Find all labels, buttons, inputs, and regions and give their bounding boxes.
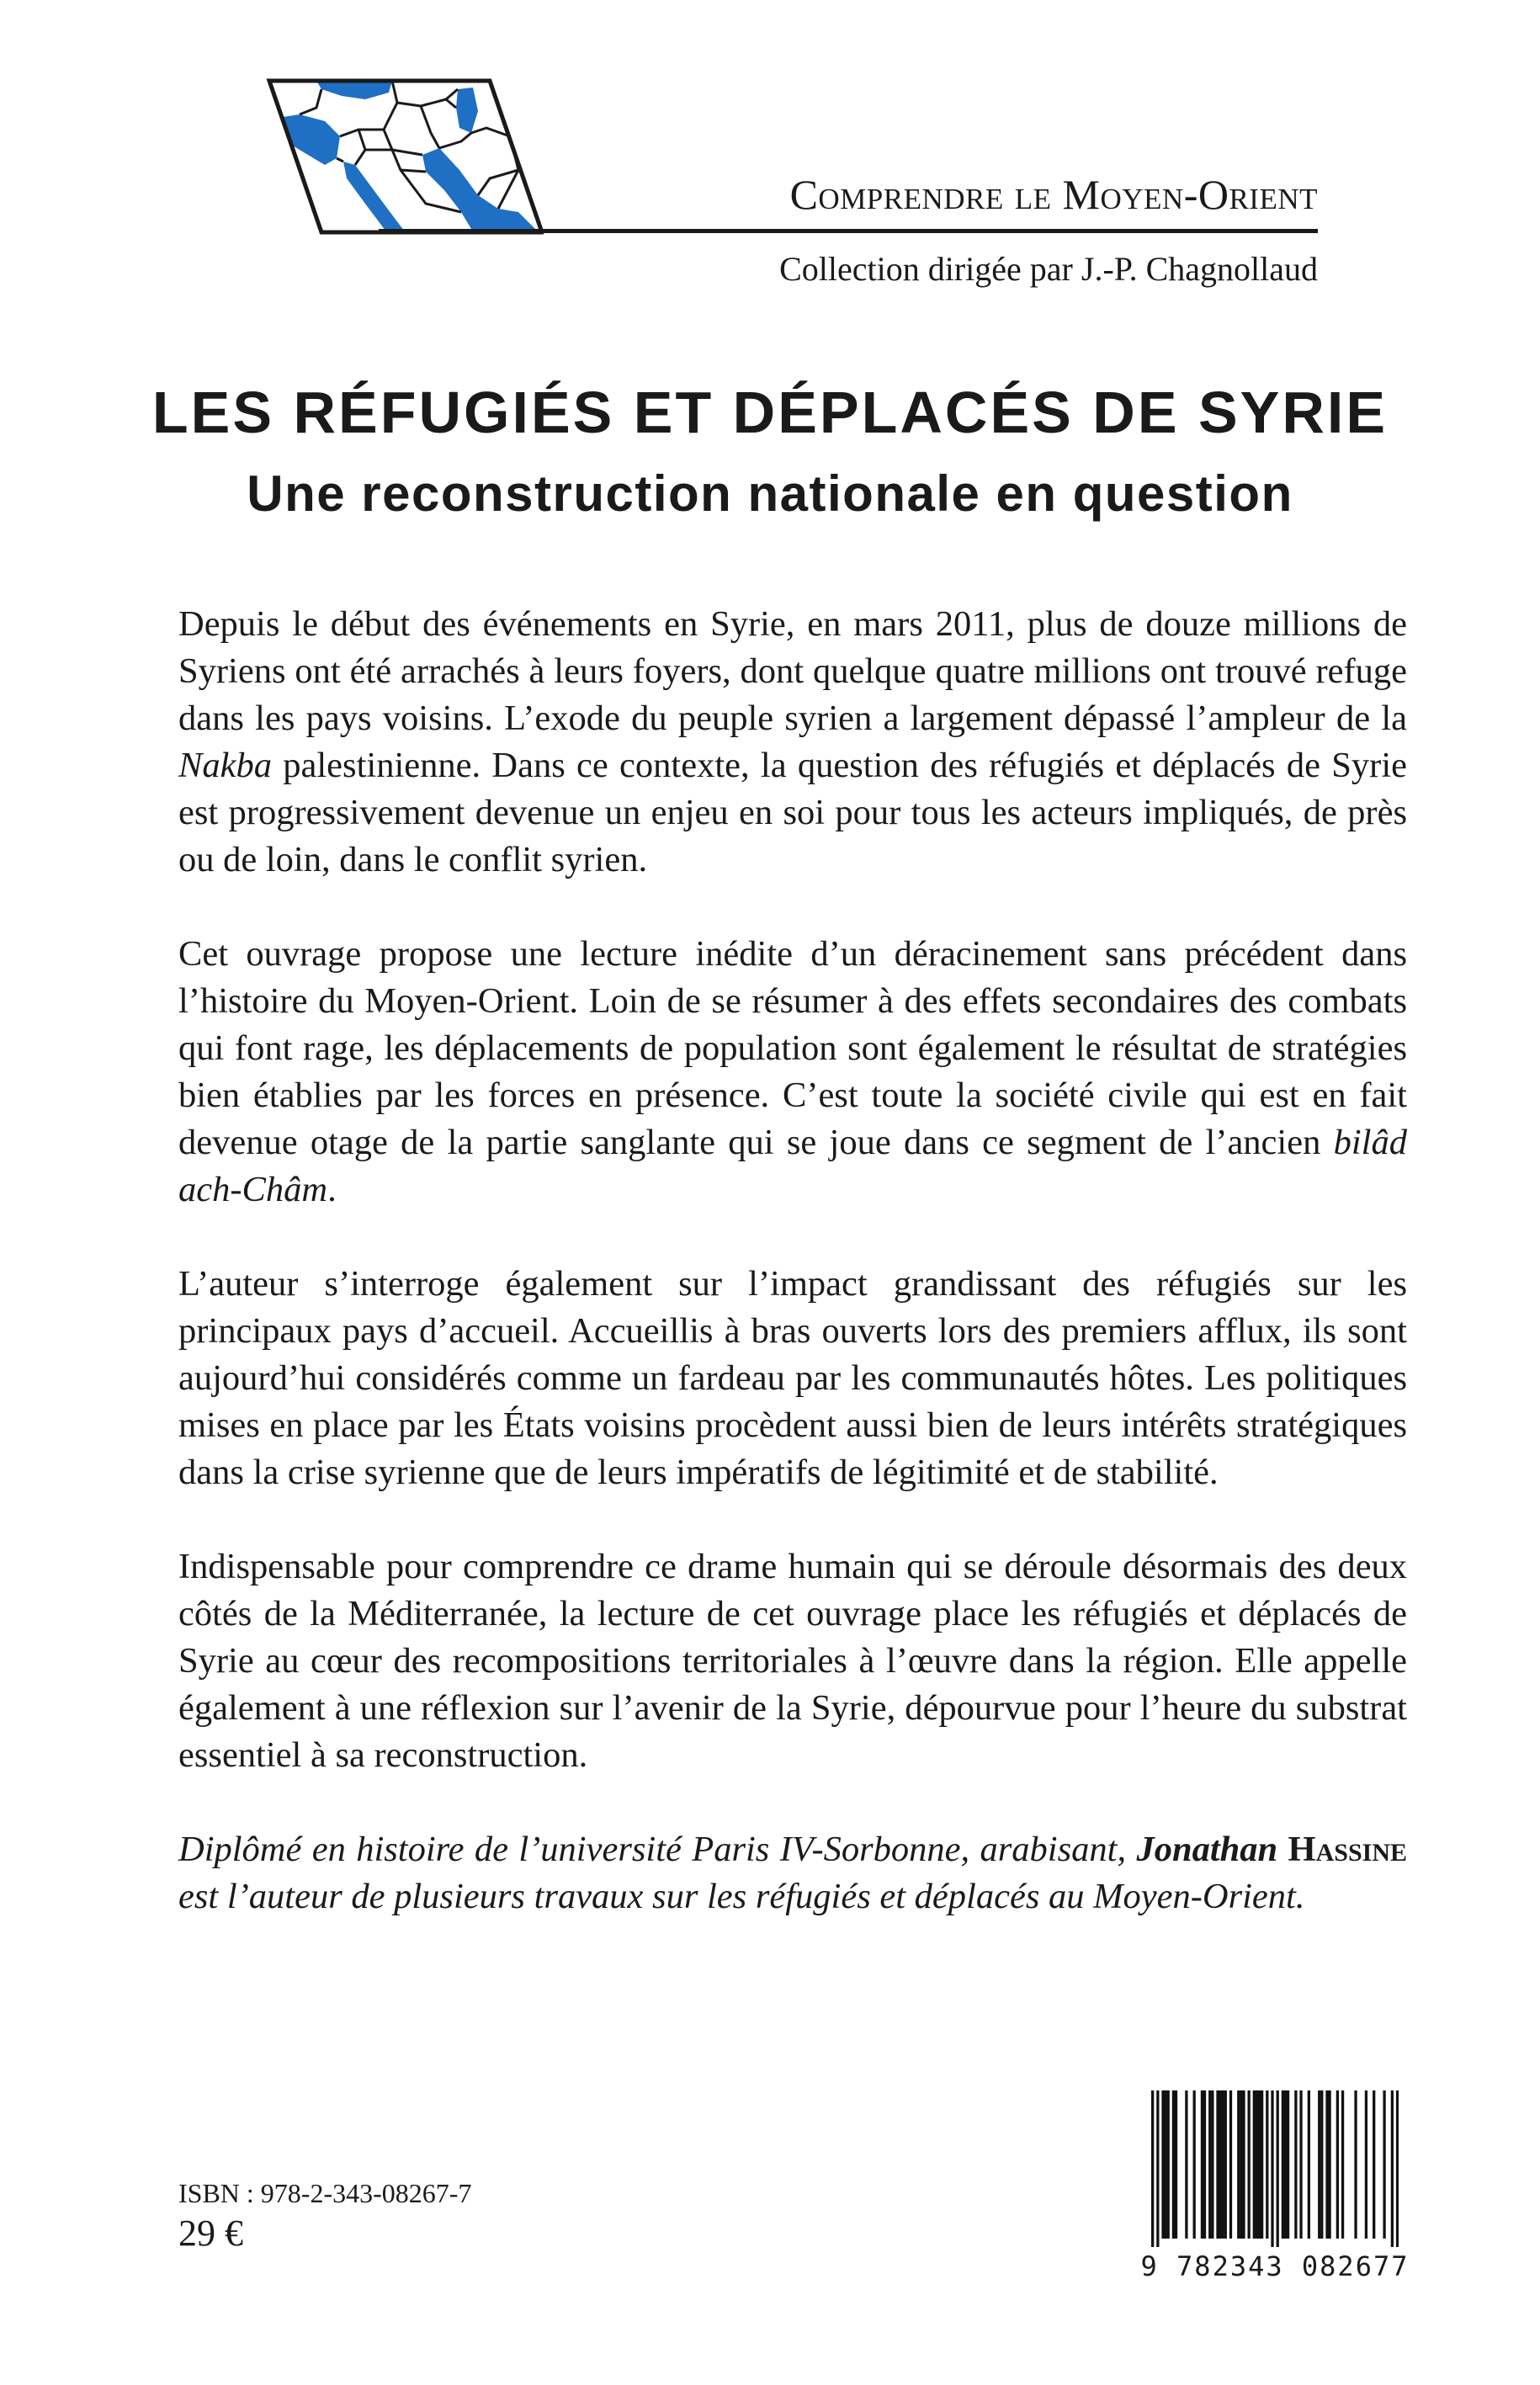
- barcode-bar: [1203, 2090, 1206, 2239]
- blurb-paragraph-4: Indispensable pour comprendre ce drame humain qui se déroule désormais des deux côtés de la Méditerranée, la lecture de cet ouvrage place les réfugiés et déplacés de Syrie au cœur des recompositions territoriales à l’œuvre dans la région. Elle appelle également à une réflexion sur l’avenir de la Syrie, dépourvue pour l’heure du substrat essentiel à sa reconstruction.: [178, 1547, 1407, 1775]
- barcode-bar: [1242, 2090, 1245, 2239]
- barcode-bar: [1299, 2090, 1302, 2239]
- blurb-text: Depuis le début des événements en Syrie, en mars 2011, plus de douze millions de Syriens ont été arrachés à leurs foyers, dont quelque quatre millions ont trouvé refuge dans les pays voisins. L’exode du peuple syrien a largement dépassé l’ampleur de la: [178, 604, 1407, 738]
- barcode-bar: [1341, 2090, 1344, 2239]
- blurb-text: Cet ouvrage propose une lecture inédite d’un déracinement sans précédent dans l’histoire du Moyen-Orient. Loin de se résumer à des effets secondaires des combats qui font rage, les déplacements de population sont également le résultat de stratégies bien établies par les forces en présence. C’est toute la société civile qui est en fait devenue otage de la partie sanglante qui se joue dans ce segment de l’ancien: [178, 934, 1407, 1162]
- middle-east-map-icon: [266, 77, 544, 237]
- barcode-bar: [1201, 2090, 1203, 2239]
- barcode-bar: [1240, 2090, 1242, 2239]
- barcode-bar: [1258, 2090, 1261, 2239]
- price: 29 €: [178, 2212, 243, 2254]
- barcode-bar: [1287, 2090, 1289, 2239]
- barcode-bar: [1373, 2090, 1375, 2239]
- barcode-bar: [1219, 2090, 1221, 2239]
- barcode-bar: [1294, 2090, 1297, 2239]
- barcode-bar: [1253, 2090, 1256, 2239]
- barcode-bar: [1161, 2090, 1164, 2239]
- author-bio: [178, 1826, 1407, 1920]
- barcode-bar: [1224, 2090, 1227, 2239]
- barcode-bar: [1325, 2090, 1328, 2239]
- isbn: ISBN : 978-2-343-08267-7: [178, 2178, 472, 2208]
- series-logo: [266, 77, 544, 237]
- barcode-bar: [1175, 2090, 1177, 2239]
- barcode-bar: [1284, 2090, 1287, 2239]
- barcode-digits: 9 782343 082677: [1140, 2250, 1410, 2282]
- barcode-bar: [1336, 2090, 1339, 2239]
- barcode-bar: [1167, 2090, 1170, 2239]
- blurb-paragraph-1: [178, 601, 1407, 884]
- barcode-bar: [1266, 2090, 1268, 2239]
- barcode-bar: [1354, 2090, 1357, 2239]
- barcode-bar: [1396, 2090, 1399, 2247]
- barcode-bar: [1328, 2090, 1330, 2239]
- barcode-bar: [1156, 2090, 1159, 2247]
- barcode-bar: [1261, 2090, 1263, 2239]
- blurb-emphasis: Nakba: [178, 746, 272, 785]
- barcode-bar: [1208, 2090, 1211, 2239]
- barcode-bar: [1185, 2090, 1187, 2239]
- back-cover-blurb: [178, 601, 1407, 1968]
- barcode-bar: [1320, 2090, 1323, 2239]
- blurb-text: palestinienne. Dans ce contexte, la question des réfugiés et déplacés de Syrie est progressivement devenue un enjeu en soi pour tous les acteurs impliqués, de près ou de loin, dans le conflit syrien.: [178, 746, 1407, 879]
- barcode-bar: [1277, 2090, 1279, 2247]
- bio-text: Diplômé en histoire de l’université Paris IV-Sorbonne, arabisant,: [178, 1830, 1137, 1869]
- author-first-name: Jonathan: [1136, 1830, 1278, 1869]
- barcode-bar: [1151, 2090, 1154, 2247]
- header-rule: [379, 229, 1318, 233]
- blurb-emphasis: bilâd ach-Châm: [178, 1123, 1407, 1209]
- barcode-bar: [1248, 2090, 1251, 2239]
- barcode-bar: [1229, 2090, 1232, 2239]
- barcode-bar: [1222, 2090, 1224, 2239]
- collection-editor: Collection dirigée par J.-P. Chagnollaud: [779, 250, 1318, 288]
- blurb-paragraph-3: L’auteur s’interroge également sur l’impact grandissant des réfugiés sur les principaux pays d’accueil. Accueillis à bras ouverts lors des premiers afflux, ils sont aujourd’hui considérés comme un fardeau par les communautés hôtes. Les politiques mises en place par les États voisins procèdent aussi bien de leurs intérêts stratégiques dans la crise syrienne que de leurs impératifs de légitimité et de stabilité.: [178, 1264, 1407, 1492]
- barcode-bar: [1164, 2090, 1166, 2239]
- author-last-name: Hassine: [1288, 1830, 1407, 1869]
- barcode-bar: [1172, 2090, 1175, 2239]
- barcode-bars: [1151, 2090, 1399, 2247]
- barcode-bar: [1216, 2090, 1219, 2239]
- barcode-bar: [1211, 2090, 1213, 2239]
- barcode-bar: [1383, 2090, 1385, 2239]
- barcode-bar: [1237, 2090, 1240, 2239]
- book-subtitle: Une reconstruction nationale en question: [247, 465, 1293, 522]
- barcode-bar: [1193, 2090, 1196, 2239]
- bio-text: est l’auteur de plusieurs travaux sur les réfugiés et déplacés au Moyen-Orient.: [178, 1877, 1305, 1916]
- barcode-bar: [1365, 2090, 1367, 2239]
- barcode-bar: [1256, 2090, 1258, 2239]
- book-title: LES RÉFUGIÉS ET DÉPLACÉS DE SYRIE: [151, 380, 1389, 445]
- barcode-bar: [1391, 2090, 1394, 2247]
- blurb-text: .: [327, 1170, 337, 1209]
- barcode-bar: [1308, 2090, 1310, 2239]
- barcode-bar: [1271, 2090, 1273, 2247]
- barcode-bar: [1282, 2090, 1284, 2239]
- barcode: [1136, 2090, 1414, 2281]
- series-name: Comprendre le Moyen-Orient: [789, 171, 1318, 218]
- barcode-bar: [1318, 2090, 1320, 2239]
- blurb-paragraph-2: [178, 931, 1407, 1214]
